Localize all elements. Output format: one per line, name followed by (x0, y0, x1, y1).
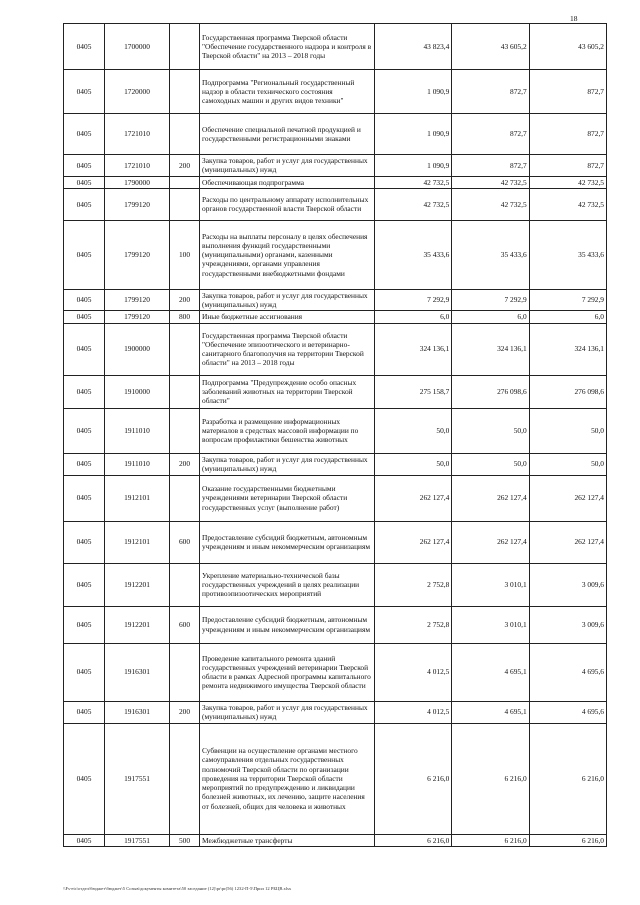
amount-year1-cell: 1 090,9 (375, 70, 452, 114)
expense-type-code-cell (170, 70, 200, 114)
target-article-code-cell: 1910000 (105, 375, 170, 408)
item-name-cell: Расходы на выплаты персоналу в целях обеспечения выполнения функций государственными (муниципальными) органами, казенными учреждениями, органами управления государственными внебюджетными фондами (200, 220, 375, 289)
amount-year1-cell: 262 127,4 (375, 521, 452, 563)
amount-year3-cell: 262 127,4 (529, 521, 606, 563)
section-code-cell: 0405 (64, 220, 105, 289)
amount-year2-cell: 7 292,9 (452, 289, 529, 311)
table-row (64, 475, 607, 521)
expense-type-code-cell: 200 (170, 701, 200, 723)
item-name-cell: Закупка товаров, работ и услуг для государственных (муниципальных) нужд (200, 289, 375, 311)
amount-year3-cell: 4 695,6 (529, 643, 606, 701)
item-name-cell: Подпрограмма "Предупреждение особо опасных заболеваний животных на территории Тверской области" (200, 375, 375, 408)
item-name-cell: Проведение капитального ремонта зданий государственных учреждений ветеринарии Тверской области в рамках Адресной программы капитального ремонта недвижимого имущества Тверской области (200, 643, 375, 701)
amount-year2-cell: 50,0 (452, 408, 529, 453)
amount-year3-cell: 50,0 (529, 453, 606, 475)
amount-year1-cell: 42 732,5 (375, 188, 452, 220)
table-row (64, 289, 607, 311)
page-number: 18 (570, 14, 578, 23)
target-article-code-cell: 1916301 (105, 701, 170, 723)
table-row (64, 723, 607, 834)
amount-year1-cell: 50,0 (375, 453, 452, 475)
file-path-footer: \\Fs-etc\отдел\бюджет\бюджет\5 Созыв\документы комитета\50 заседание (12)\pr\pr(56) 1232-П-5\Прил 12 РБЦВ.xlsx (63, 886, 292, 891)
amount-year3-cell: 6,0 (529, 311, 606, 323)
expense-type-code-cell (170, 24, 200, 70)
expense-type-code-cell (170, 408, 200, 453)
section-code-cell: 0405 (64, 563, 105, 606)
table-row (64, 375, 607, 408)
table-row (64, 311, 607, 323)
amount-year3-cell: 872,7 (529, 114, 606, 155)
amount-year3-cell: 872,7 (529, 70, 606, 114)
amount-year3-cell: 4 695,6 (529, 701, 606, 723)
budget-table-body (64, 24, 607, 847)
item-name-cell: Закупка товаров, работ и услуг для государственных (муниципальных) нужд (200, 453, 375, 475)
amount-year2-cell: 3 010,1 (452, 563, 529, 606)
item-name-cell: Государственная программа Тверской области "Обеспечение государственного надзора и контроля в Тверской области" на 2013 – 2018 годы (200, 24, 375, 70)
section-code-cell: 0405 (64, 521, 105, 563)
expense-type-code-cell: 600 (170, 606, 200, 643)
amount-year2-cell: 872,7 (452, 155, 529, 177)
table-row (64, 643, 607, 701)
section-code-cell: 0405 (64, 188, 105, 220)
section-code-cell: 0405 (64, 643, 105, 701)
amount-year1-cell: 2 752,8 (375, 563, 452, 606)
item-name-cell: Расходы по центральному аппарату исполнительных органов государственной власти Тверской области (200, 188, 375, 220)
expense-type-code-cell: 500 (170, 834, 200, 846)
table-row (64, 176, 607, 188)
amount-year2-cell: 262 127,4 (452, 475, 529, 521)
expense-type-code-cell: 200 (170, 289, 200, 311)
budget-table (63, 23, 607, 847)
expense-type-code-cell: 200 (170, 453, 200, 475)
item-name-cell: Предоставление субсидий бюджетным, автономным учреждениям и иным некоммерческим организациям (200, 521, 375, 563)
amount-year3-cell: 35 433,6 (529, 220, 606, 289)
amount-year3-cell: 42 732,5 (529, 176, 606, 188)
expense-type-code-cell: 600 (170, 521, 200, 563)
amount-year3-cell: 43 605,2 (529, 24, 606, 70)
table-row (64, 521, 607, 563)
target-article-code-cell: 1700000 (105, 24, 170, 70)
target-article-code-cell: 1790000 (105, 176, 170, 188)
expense-type-code-cell (170, 176, 200, 188)
expense-type-code-cell (170, 563, 200, 606)
section-code-cell: 0405 (64, 70, 105, 114)
item-name-cell: Подпрограмма "Региональный государственный надзор в области технического состояния самоходных машин и других видов техники" (200, 70, 375, 114)
amount-year1-cell: 262 127,4 (375, 475, 452, 521)
amount-year3-cell: 50,0 (529, 408, 606, 453)
target-article-code-cell: 1720000 (105, 70, 170, 114)
section-code-cell: 0405 (64, 453, 105, 475)
amount-year1-cell: 4 012,5 (375, 643, 452, 701)
target-article-code-cell: 1721010 (105, 114, 170, 155)
section-code-cell: 0405 (64, 311, 105, 323)
expense-type-code-cell (170, 475, 200, 521)
amount-year1-cell: 6,0 (375, 311, 452, 323)
amount-year1-cell: 35 433,6 (375, 220, 452, 289)
amount-year3-cell: 276 098,6 (529, 375, 606, 408)
target-article-code-cell: 1912101 (105, 521, 170, 563)
item-name-cell: Укрепление материально-технической базы государственных учреждений в целях реализации противоэпизоотических мероприятий (200, 563, 375, 606)
amount-year2-cell: 35 433,6 (452, 220, 529, 289)
amount-year2-cell: 42 732,5 (452, 176, 529, 188)
item-name-cell: Государственная программа Тверской области "Обеспечение эпизоотического и ветеринарно-санитарного благополучия на территории Тверской области" на 2013 – 2018 годы (200, 323, 375, 375)
expense-type-code-cell: 800 (170, 311, 200, 323)
amount-year2-cell: 4 695,1 (452, 701, 529, 723)
amount-year1-cell: 2 752,8 (375, 606, 452, 643)
section-code-cell: 0405 (64, 834, 105, 846)
amount-year1-cell: 6 216,0 (375, 723, 452, 834)
target-article-code-cell: 1917551 (105, 723, 170, 834)
table-row (64, 563, 607, 606)
amount-year3-cell: 42 732,5 (529, 188, 606, 220)
amount-year3-cell: 262 127,4 (529, 475, 606, 521)
target-article-code-cell: 1900000 (105, 323, 170, 375)
section-code-cell: 0405 (64, 323, 105, 375)
section-code-cell: 0405 (64, 24, 105, 70)
expense-type-code-cell: 200 (170, 155, 200, 177)
expense-type-code-cell (170, 114, 200, 155)
target-article-code-cell: 1911010 (105, 408, 170, 453)
amount-year2-cell: 6,0 (452, 311, 529, 323)
amount-year2-cell: 6 216,0 (452, 834, 529, 846)
target-article-code-cell: 1916301 (105, 643, 170, 701)
amount-year2-cell: 4 695,1 (452, 643, 529, 701)
amount-year3-cell: 872,7 (529, 155, 606, 177)
expense-type-code-cell (170, 375, 200, 408)
amount-year2-cell: 872,7 (452, 114, 529, 155)
amount-year1-cell: 43 823,4 (375, 24, 452, 70)
item-name-cell: Обеспечение специальной печатной продукцией и государственными регистрационными знаками (200, 114, 375, 155)
target-article-code-cell: 1911010 (105, 453, 170, 475)
amount-year2-cell: 3 010,1 (452, 606, 529, 643)
target-article-code-cell: 1912201 (105, 606, 170, 643)
amount-year1-cell: 1 090,9 (375, 155, 452, 177)
amount-year1-cell: 7 292,9 (375, 289, 452, 311)
section-code-cell: 0405 (64, 723, 105, 834)
amount-year3-cell: 324 136,1 (529, 323, 606, 375)
amount-year1-cell: 324 136,1 (375, 323, 452, 375)
amount-year1-cell: 4 012,5 (375, 701, 452, 723)
table-row (64, 834, 607, 846)
item-name-cell: Закупка товаров, работ и услуг для государственных (муниципальных) нужд (200, 701, 375, 723)
table-row (64, 701, 607, 723)
table-row (64, 606, 607, 643)
target-article-code-cell: 1799120 (105, 311, 170, 323)
item-name-cell: Предоставление субсидий бюджетным, автономным учреждениям и иным некоммерческим организациям (200, 606, 375, 643)
section-code-cell: 0405 (64, 114, 105, 155)
section-code-cell: 0405 (64, 606, 105, 643)
amount-year2-cell: 872,7 (452, 70, 529, 114)
target-article-code-cell: 1912201 (105, 563, 170, 606)
amount-year2-cell: 42 732,5 (452, 188, 529, 220)
table-row (64, 155, 607, 177)
target-article-code-cell: 1917551 (105, 834, 170, 846)
expense-type-code-cell (170, 723, 200, 834)
item-name-cell: Разработка и размещение информационных материалов в средствах массовой информации по вопросам профилактики бешенства животных (200, 408, 375, 453)
amount-year2-cell: 6 216,0 (452, 723, 529, 834)
section-code-cell: 0405 (64, 289, 105, 311)
amount-year1-cell: 6 216,0 (375, 834, 452, 846)
target-article-code-cell: 1799120 (105, 188, 170, 220)
item-name-cell: Обеспечивающая подпрограмма (200, 176, 375, 188)
section-code-cell: 0405 (64, 475, 105, 521)
amount-year1-cell: 42 732,5 (375, 176, 452, 188)
expense-type-code-cell (170, 323, 200, 375)
table-row (64, 323, 607, 375)
table-row (64, 453, 607, 475)
table-row (64, 114, 607, 155)
amount-year3-cell: 6 216,0 (529, 723, 606, 834)
target-article-code-cell: 1721010 (105, 155, 170, 177)
amount-year3-cell: 3 009,6 (529, 606, 606, 643)
section-code-cell: 0405 (64, 155, 105, 177)
amount-year1-cell: 50,0 (375, 408, 452, 453)
target-article-code-cell: 1799120 (105, 220, 170, 289)
item-name-cell: Закупка товаров, работ и услуг для государственных (муниципальных) нужд (200, 155, 375, 177)
target-article-code-cell: 1799120 (105, 289, 170, 311)
amount-year3-cell: 7 292,9 (529, 289, 606, 311)
item-name-cell: Межбюджетные трансферты (200, 834, 375, 846)
table-row (64, 24, 607, 70)
amount-year2-cell: 43 605,2 (452, 24, 529, 70)
section-code-cell: 0405 (64, 701, 105, 723)
item-name-cell: Оказание государственными бюджетными учреждениями ветеринарии Тверской области государственных услуг (выполнение работ) (200, 475, 375, 521)
expense-type-code-cell (170, 188, 200, 220)
amount-year1-cell: 275 158,7 (375, 375, 452, 408)
table-row (64, 188, 607, 220)
amount-year2-cell: 276 098,6 (452, 375, 529, 408)
target-article-code-cell: 1912101 (105, 475, 170, 521)
expense-type-code-cell (170, 643, 200, 701)
amount-year2-cell: 262 127,4 (452, 521, 529, 563)
amount-year2-cell: 324 136,1 (452, 323, 529, 375)
amount-year3-cell: 3 009,6 (529, 563, 606, 606)
amount-year1-cell: 1 090,9 (375, 114, 452, 155)
amount-year3-cell: 6 216,0 (529, 834, 606, 846)
table-row (64, 220, 607, 289)
item-name-cell: Иные бюджетные ассигнования (200, 311, 375, 323)
table-row (64, 408, 607, 453)
section-code-cell: 0405 (64, 408, 105, 453)
table-row (64, 70, 607, 114)
expense-type-code-cell: 100 (170, 220, 200, 289)
amount-year2-cell: 50,0 (452, 453, 529, 475)
item-name-cell: Субвенции на осуществление органами местного самоуправления отдельных государственных полномочий Тверской области по организации проведения на территории Тверской области мероприятий по предупреждению и ликвидации болезней животных, их лечению, защите населения от болезней, общих для человека и животных (200, 723, 375, 834)
section-code-cell: 0405 (64, 176, 105, 188)
section-code-cell: 0405 (64, 375, 105, 408)
